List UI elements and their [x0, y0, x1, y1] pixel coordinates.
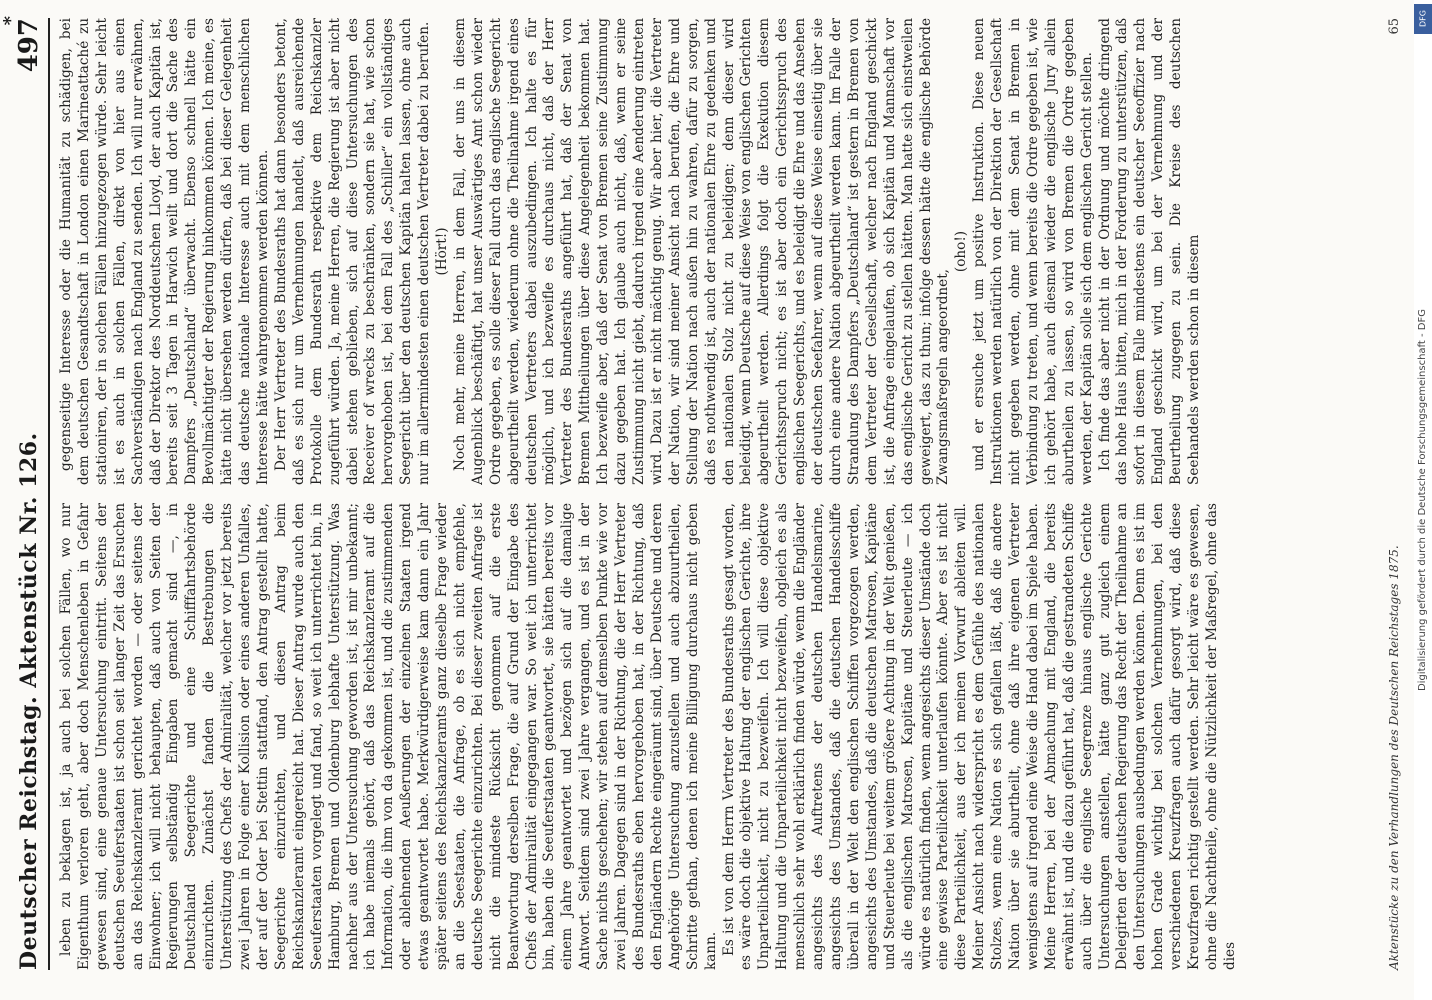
paragraph: leben zu beklagen ist, ja auch bei solchen Fällen, wo nur Eigenthum verloren geht, aber doch Menschenleben in Gefahr gewesen sind, eine genaue Untersuchung eintritt. Seitens der deutschen Seeuferstaaten ist schon seit langer Zeit das Ersuchen an das Reichskanzleramt gerichtet worden — oder seitens der Einwohner; ich will nicht behaupten, daß auch von Seiten der Regierungen selbständig Eingaben gemacht sind —, in Deutschland Seegerichte und eine Schifffahrtsbehörde einzurichten. Zunächst fanden die Bestrebungen die Unterstützung des Chefs der Admiralität, welcher vor jetzt bereits zwei Jahren in Folge einer Kollision oder eines anderen Unfalles, der auf der Oder bei Stettin stattfand, den Antrag gestellt hatte, Seegerichte einzurichten, und diesen Antrag beim Reichskanzleramt eingereicht hat. Dieser Antrag wurde auch den Seeuferstaaten vorgelegt und fand, so weit ich unterrichtet bin, in Hamburg, Bremen und Oldenburg lebhafte Unterstützung. Was nachher aus der Untersuchung geworden ist, ist mir unbekannt; ich habe niemals gehört, daß das Reichskanzleramt auf die Information, die ihm von da gekommen ist, und die zustimmenden oder ablehnenden Aeußerungen der einzelnen Staaten irgend etwas geantwortet habe. Merkwürdigerweise kam dann ein Jahr später seitens des Reichskanzleramts ganz dieselbe Frage wieder an die Seestaaten, die Anfrage, ob es sich nicht empfehle, deutsche Seegerichte einzurichten. Bei dieser zweiten Anfrage ist nicht die mindeste Rücksicht genommen auf die erste Beantwortung derselben Frage, die auf Grund der Eingabe des Chefs der Admiralität eingegangen war. So weit ich unterrichtet bin, haben die Seeuferstaaten geantwortet, sie hätten bereits vor einem Jahre geantwortet und bezögen sich auf die damalige Antwort. Seitdem sind zwei Jahre vergangen, und es ist in der Sache nichts geschehen; wir stehen auf demselben Punkte wie vor zwei Jahren. Dagegen sind in der Richtung, die der Herr Vertreter des Bundesraths eben hervorgehoben hat, in der Richtung, daß den Engländern Rechte eingeräumt sind, über Deutsche und deren Angehörige Untersuchung anzustellen und auch abzuurtheilen, Schritte gethan, denen ich meine Billigung durchaus nicht geben kann.: [58, 503, 719, 970]
text-columns: [58, 18, 1375, 970]
paragraph: Ich finde das aber nicht in der Ordnung und möchte dringend das hohe Haus bitten, mich in der Forderung zu unterstützen, daß sofort in diesem Falle mindestens ein deutscher Seeoffizier nach England geschickt wird, um bei der Vernehmung und der Beurtheilung zugegen zu sein. Die Kreise des deutschen Seehandels werden schon in diesem: [1096, 18, 1203, 485]
column-right: [58, 18, 1375, 485]
column-left: [58, 503, 1375, 970]
interjection: (Hört!): [434, 227, 451, 276]
page-footer: [1381, 18, 1407, 970]
page-number: 497: [14, 18, 44, 73]
running-title: Deutscher Reichstag. Aktenstück Nr. 126.: [16, 432, 42, 970]
paragraph: Es ist von dem Herrn Vertreter des Bundesraths gesagt worden, es wäre doch die objektive Haltung der englischen Gerichte, ihre Unparteilichkeit, nicht zu bezweifeln. Ich will diese objektive Haltung und die Unparteilichkeit nicht bezweifeln, obgleich es als menschlich sehr wohl erklärlich finden würde, wenn die Engländer angesichts des Auftretens der deutschen Handelsmarine, angesichts des Umstandes, daß die deutschen Handelsschiffe überall in der Welt den englischen Schiffen vorgezogen werden, angesichts des Umstandes, daß die deutschen Matrosen, Kapitäne und Steuerleute bei weitem größere Achtung in der Welt genießen, als die englischen Matrosen, Kapitäne und Steuerleute — ich würde es natürlich finden, wenn angesichts dieser Umstände doch eine gewisse Parteilichkeit unterlaufen könnte. Aber es ist nicht diese Parteilichkeit, aus der ich meinen Vorwurf ableiten will. Meiner Ansicht nach widerspricht es dem Gefühle des nationalen Stolzes, wenn eine Nation es sich gefallen läßt, daß die andere Nation über sie aburtheilt, ohne daß ihre eigenen Vertreter wenigstens auf irgend eine Weise die Hand dabei im Spiele haben. Meine Herren, bei der Abmachung mit England, die bereits erwähnt ist, und die dazu geführt hat, daß die gestrandeten Schiffe auch über die englische Seegrenze hinaus englische Gerichte Untersuchungen anstellen, hätte ganz gut zugleich einem Delegirten der deutschen Regierung das Recht der Theilnahme an den Untersuchungen ausbedungen werden können. Denn es ist im hohen Grade wichtig bei solchen Vernehmungen, bei den verschiedenen Kreuzfragen auch dafür gesorgt wird, daß diese Kreuzfragen richtig gestellt werden. Sehr leicht wäre es gewesen, ohne die Nachtheile, ohne die Nützlichkeit der Maßregel, ohne das dies: [720, 503, 1238, 970]
interjection: (oho!): [953, 230, 970, 273]
page-header: [0, 16, 50, 970]
dfg-logo-badge: DFG: [1414, 4, 1432, 34]
paragraph: Der Herr Vertreter des Bundesraths hat dann besonders betont, daß es sich nur um Vernehmungen handelt, daß ausreichende Protokolle dem Bundesrath respektive dem Reichskanzler zugeführt würden. Ja, meine Herren, die Regierung ist aber nicht dabei stehen geblieben, sich auf diese Untersuchungen des Receiver of wrecks zu beschränken, sondern sie hat, wie schon hervorgehoben ist, bei dem Fall des „Schiller“ ein vollständiges Seegericht über den deutschen Kapitän halten lassen, ohne auch nur im allermindesten einen deutschen Vertreter dabei zu berufen.: [272, 18, 433, 485]
digitization-note: Digitalisierung gefördert durch die Deutsche Forschungsgemeinschaft - DFG: [1417, 309, 1428, 692]
footer-source: Aktenstücke zu den Verhandlungen des Deutschen Reichstages 1875.: [1387, 545, 1401, 970]
sheet-number: 65: [1386, 18, 1402, 35]
asterisk-mark: *: [0, 16, 21, 26]
digitization-margin: [1414, 0, 1432, 1000]
paragraph: Noch mehr, meine Herren, in dem Fall, der uns in diesem Augenblick beschäftigt, hat unser Auswärtiges Amt schon wieder Ordre gegeben, es solle dieser Fall durch das englische Seegericht abgeurtheilt werden, wiederum ohne die Theilnahme irgend eines deutschen Vertreters dabei auszubedingen. Ich halte es für möglich, und ich bezweifle es durchaus nicht, daß der Herr Vertreter des Bundesraths angeführt hat, daß der Senat von Bremen Mittheilungen über diese Angelegenheit bekommen hat. Ich bezweifle aber, daß der Senat von Bremen seine Zustimmung dazu gegeben hat. Ich glaube auch nicht, daß, wenn er seine Zustimmung nicht giebt, dadurch irgend eine Aenderung eintreten wird. Dazu ist er nicht mächtig genug. Wir aber hier, die Vertreter der Nation, wir sind meiner Ansicht nach berufen, die Ehre und Stellung der Nation nach außen hin zu wahren, dafür zu sorgen, daß es nothwendig ist, auch der nationalen Ehre zu gedenken und den nationalen Stolz nicht zu beleidigen; denn dieser wird beleidigt, wenn Deutsche auf diese Weise von englischen Gerichten abgeurtheilt werden. Allerdings folgt die Exekution diesem Gerichtsspruch nicht; es ist aber doch ein Gerichtsspruch des englischen Seegerichts, und es beleidigt die Ehre und das Ansehen der deutschen Seefahrer, wenn auf diese Weise einseitig über sie durch eine andere Nation abgeurtheilt werden kann. Im Falle der Strandung des Dampfers „Deutschland“ ist gestern in Bremen von dem Vertreter der Gesellschaft, welcher nach England geschickt ist, die Anfrage eingelaufen, ob sich Kapitän und Mannschaft vor das englische Gericht zu stellen hätten. Man hatte sich einstweilen geweigert, das zu thun; infolge dessen hätte die englische Behörde Zwangsmaßregeln angeordnet,: [451, 18, 952, 485]
paragraph: gegenseitige Interesse oder die Humanität zu schädigen, bei dem deutschen Gesandtschaft in London einen Marineattaché zu stationiren, der in solchen Fällen hinzugezogen würde. Sehr leicht ist es auch in solchen Fällen, direkt von hier aus einen Sachverständigen nach England zu senden. Ich will nur erwähnen, daß der Direktor des Norddeutschen Lloyd, der auch Kapitän ist, bereits seit 3 Tagen in Harwich weilt und dort die Sache des Dampfers „Deutschland“ überwacht. Ebenso schnell hätte ein Bevollmächtigter der Regierung hinkommen können. Ich meine, es hätte nicht übersehen werden dürfen, daß bei dieser Gelegenheit das deutsche nationale Interesse auch mit dem menschlichen Interesse hätte wahrgenommen werden können.: [58, 18, 271, 485]
paragraph: und er ersuche jetzt um positive Instruktion. Diese neuen Instruktionen werden natürlich von der Direktion der Gesellschaft nicht gegeben werden, ohne mit dem Senat in Bremen in Verbindung zu treten, und wenn bereits die Ordre gegeben ist, wie ich gehört habe, auch diesmal wieder die englische Jury allein aburtheilen zu lassen, so wird von Bremen die Ordre gegeben werden, der Kapitän solle sich dem englischen Gericht stellen.: [971, 18, 1095, 485]
